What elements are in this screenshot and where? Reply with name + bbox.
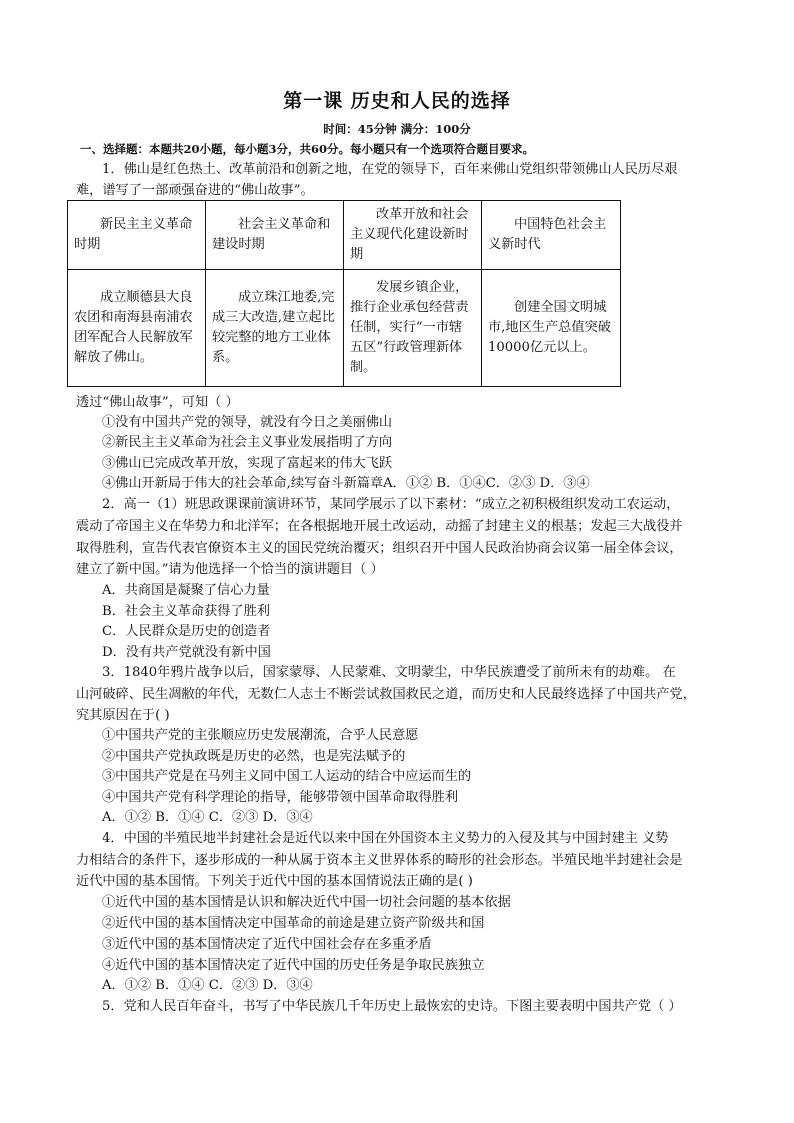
q2-line-2: 震动了帝国主义在华势力和北洋军；在各根据地开展土改运动，动摇了封建主义的根基；发起三大战役并 bbox=[76, 519, 683, 534]
q3-item-4: ④中国共产党有科学理论的指导，能够带领中国革命取得胜利 bbox=[102, 790, 459, 805]
q4-item-1: ①近代中国的基本国情是认识和解决近代中国一切社会问题的基本依据 bbox=[102, 895, 511, 910]
q2-line-3: 取得胜利，宣告代表官僚资本主义的国民党统治覆灭；组织召开中国人民政治协商会议第一届全体会议， bbox=[76, 541, 683, 556]
q3-item-2: ②中国共产党执政既是历史的必然，也是宪法赋予的 bbox=[102, 749, 406, 764]
q3-options: A．①② B．①④ C．②③ D．③④ bbox=[102, 810, 313, 825]
table-header-cell: 新民主主义革命时期 bbox=[68, 201, 206, 270]
section-heading: 一、选择题：本题共20小题，每小题3分，共60分。每小题只有一个选项符合题目要求。 bbox=[80, 142, 535, 156]
q2-option-d: D．没有共产党就没有新中国 bbox=[102, 645, 271, 660]
q3-line-1: 3．1840年鸦片战争以后，国家蒙辱、人民蒙难、文明蒙尘，中华民族遭受了前所未有的劫难。 在 bbox=[102, 665, 676, 680]
q3-line-2: 山河破碎、民生凋敝的年代，无数仁人志士不断尝试救国救民之道，而历史和人民最终选择了中国共产党， bbox=[76, 687, 696, 702]
q4-options: A．①② B．①④ C．②③ D．③④ bbox=[102, 978, 313, 993]
q5-line: 5．党和人民百年奋斗，书写了中华民族几千年历史上最恢宏的史诗。下图主要表明中国共产党（ ） bbox=[102, 999, 682, 1014]
q1-item-1: ①没有中国共产党的领导，就没有今日之美丽佛山 bbox=[102, 415, 393, 430]
table-header-cell: 改革开放和社会主义现代化建设新时期 bbox=[344, 201, 482, 270]
table-cell: 成立珠江地委,完成三大改造,建立起比较完整的地方工业体系。 bbox=[206, 270, 344, 387]
q4-item-4: ④近代中国的基本国情决定了近代中国的历史任务是争取民族独立 bbox=[102, 958, 485, 973]
q1-lead: 透过“佛山故事”，可知（ ） bbox=[76, 395, 239, 410]
q3-line-3: 究其原因在于( ) bbox=[76, 708, 170, 723]
table-cell: 成立顺德县大良农团和南海县南浦农团军配合人民解放军解放了佛山。 bbox=[68, 270, 206, 387]
q2-option-c: C．人民群众是历史的创造者 bbox=[102, 624, 271, 639]
q2-option-a: A．共商国是凝聚了信心力量 bbox=[102, 583, 270, 598]
table-cell: 发展乡镇企业，推行企业承包经营责任制，实行“一市辖五区”行政管理新体制。 bbox=[344, 270, 482, 387]
q1-stem-line-1: 1．佛山是红色热土、改革前沿和创新之地，在党的领导下，百年来佛山党组织带领佛山人民历尽艰 bbox=[102, 162, 678, 177]
q1-stem-line-2: 难，谱写了一部顽强奋进的“佛山故事”。 bbox=[76, 183, 314, 198]
q4-line-1: 4．中国的半殖民地半封建社会是近代以来中国在外国资本主义势力的入侵及其与中国封建主 义势 bbox=[102, 831, 669, 846]
q4-item-2: ②近代中国的基本国情决定中国革命的前途是建立资产阶级共和国 bbox=[102, 916, 485, 931]
q3-item-1: ①中国共产党的主张顺应历史发展潮流，合乎人民意愿 bbox=[102, 728, 419, 743]
q1-item-4-options: ④佛山开新局于伟大的社会革命,续写奋斗新篇章A．①② B．①④C．②③ D．③④ bbox=[102, 476, 590, 491]
q2-option-b: B．社会主义革命获得了胜利 bbox=[102, 604, 270, 619]
q1-table bbox=[67, 200, 621, 387]
q3-item-3: ③中国共产党是在马列主义同中国工人运动的结合中应运而生的 bbox=[102, 769, 472, 784]
page-title: 第一课 历史和人民的选择 bbox=[283, 90, 511, 112]
table-cell: 创建全国文明城市,地区生产总值突破10000亿元以上。 bbox=[482, 270, 621, 387]
q2-line-4: 建立了新中国。”请为他选择一个恰当的演讲题目（ ） bbox=[76, 562, 384, 577]
q2-line-1: 2．高一（1）班思政课课前演讲环节，某同学展示了以下素材：“成立之初积极组织发动工农运动， bbox=[102, 497, 680, 512]
table-header-cell: 社会主义革命和建设时期 bbox=[206, 201, 344, 270]
q4-line-3: 近代中国的基本国情。下列关于近代中国的基本国情说法正确的是( ) bbox=[76, 874, 473, 889]
q4-line-2: 力相结合的条件下，逐步形成的一种从属于资本主义世界体系的畸形的社会形态。半殖民地半封建社会是 bbox=[76, 853, 683, 868]
q1-item-2: ②新民主主义革命为社会主义事业发展指明了方向 bbox=[102, 435, 393, 450]
exam-info: 时间：45分钟 满分：100分 bbox=[323, 122, 471, 136]
table-header-cell: 中国特色社会主义新时代 bbox=[482, 201, 621, 270]
q1-item-3: ③佛山已完成改革开放，实现了富起来的伟大飞跃 bbox=[102, 456, 393, 471]
q4-item-3: ③近代中国的基本国情决定了近代中国社会存在多重矛盾 bbox=[102, 937, 432, 952]
